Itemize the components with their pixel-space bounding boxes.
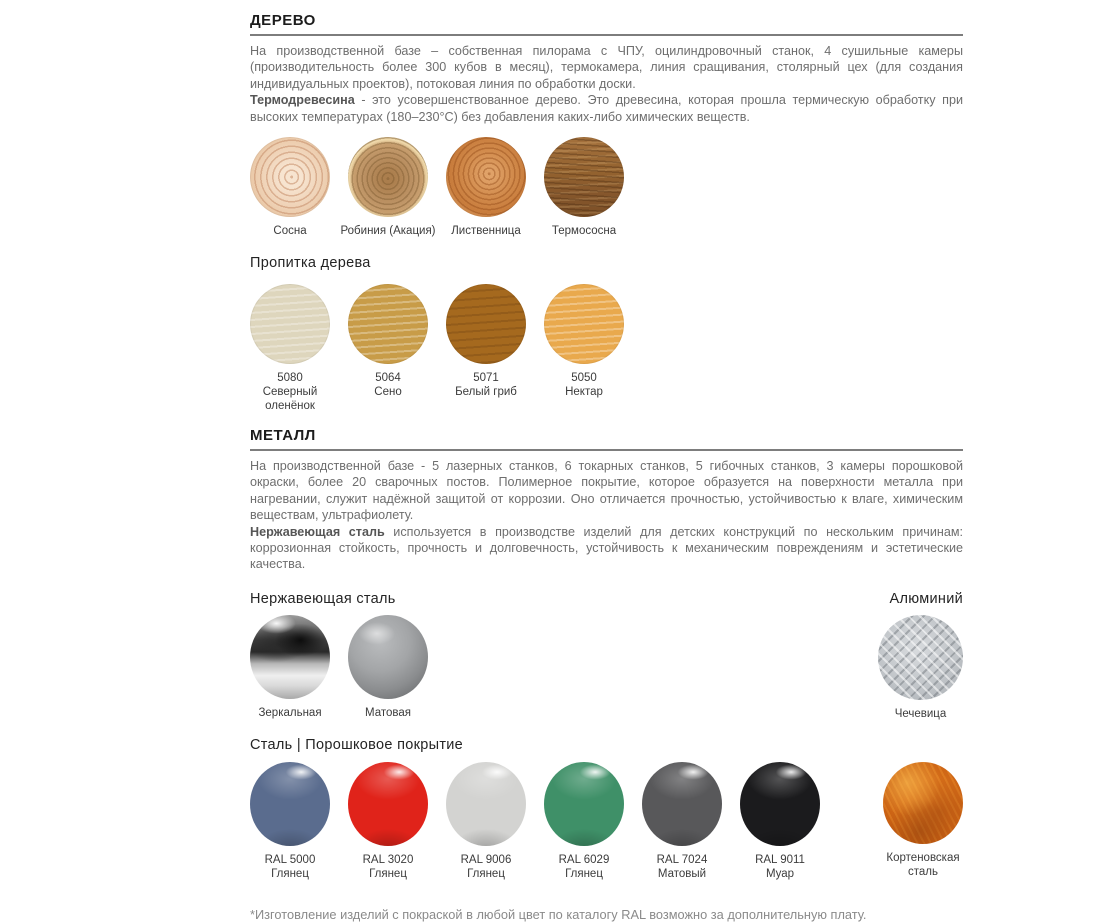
- wood-intro-text: На производственной базе – собственная пилорама с ЧПУ, оцилиндровочный станок, 4 сушильные камеры (производительность более 300 кубов в месяц), термокамера, линия сращивания, столярный цех (для создания индивидуальных проектов), потоковая линия по обработки доски.: [250, 44, 963, 91]
- wood-section-title: ДЕРЕВО: [250, 12, 316, 29]
- powder-swatch-ral7024: [642, 762, 722, 881]
- stainless-aluminum-header: [250, 591, 963, 608]
- powder-swatch-ral5000: [250, 762, 330, 881]
- impregnation-swatch-5080: [250, 284, 330, 413]
- swatch-label: [755, 853, 805, 881]
- impregnation-name: Северный оленёнок: [262, 386, 318, 413]
- swatch-label: Зеркальная: [258, 706, 322, 719]
- impregnation-name: Белый гриб: [455, 386, 517, 399]
- matte-steel-ball-image: [348, 615, 428, 699]
- ral-code: RAL 9011: [755, 853, 805, 866]
- stainless-swatch-matte: [348, 615, 428, 720]
- impregnation-color-image: [250, 284, 330, 364]
- impregnation-swatch-5064: [348, 284, 428, 399]
- wood-intro-paragraph: [250, 43, 963, 125]
- ral-code: RAL 5000: [264, 853, 316, 866]
- swatch-label: [363, 853, 414, 881]
- swatch-label: Матовая: [365, 706, 411, 719]
- impregnation-title: Пропитка дерева: [250, 255, 371, 272]
- swatch-label: [461, 853, 512, 881]
- pine-slice-image: [250, 137, 330, 217]
- stainless-text: используется в производстве изделий для детских конструкций по нескольким причинам: коррозионная стойкость, прочность и долговечность, устойчивость к механическим повреждениям и эстетические качества.: [250, 524, 963, 572]
- powder-swatch-ral6029: [544, 762, 624, 881]
- impregnation-swatch-5050: [544, 284, 624, 399]
- powder-ball-image: [740, 762, 820, 846]
- swatch-label: Сосна: [273, 225, 307, 238]
- powder-coating-row: [250, 762, 963, 881]
- swatch-label: Робиния (Акация): [340, 225, 436, 238]
- metal-intro-text: На производственной базе - 5 лазерных станков, 6 токарных станков, 5 гибочных станков, 3 камеры порошковой окраски, более 20 сварочных постов. Полимерное покрытие, которое образуется на поверхности металла при нагревании, служит надёжной защитой от коррозии. Оно отличается прочностью, устойчивостью к влаге, химическим веществам, ультрафиолету.: [250, 459, 963, 523]
- wood-swatch-robinia: [340, 137, 436, 238]
- impregnation-color-image: [348, 284, 428, 364]
- ral-code: RAL 6029: [558, 853, 610, 866]
- powder-ball-image: [544, 762, 624, 846]
- swatch-label: Чечевица: [894, 707, 947, 720]
- wood-swatch-larch: [446, 137, 526, 238]
- powder-ball-image: [250, 762, 330, 846]
- stainless-lead: Нержавеющая сталь: [250, 524, 385, 539]
- impregnation-swatch-5071: [446, 284, 526, 399]
- ral-finish: Глянец: [565, 867, 603, 880]
- wood-section-divider: [250, 34, 963, 36]
- impregnation-code: 5071: [473, 372, 499, 385]
- corten-steel-image: [883, 762, 963, 844]
- stainless-title: Нержавеющая сталь: [250, 590, 396, 607]
- wood-swatch-thermopine: [544, 137, 624, 238]
- diamond-plate-image: [878, 615, 963, 700]
- aluminum-swatch-lentil: [878, 615, 963, 721]
- ral-code: RAL 3020: [362, 853, 414, 866]
- metal-section-title: МЕТАЛЛ: [250, 427, 316, 445]
- impregnation-code: 5050: [571, 372, 597, 385]
- impregnation-name: Нектар: [565, 386, 603, 399]
- swatch-label: Термососна: [551, 225, 617, 238]
- powder-swatch-ral9011: [740, 762, 820, 881]
- impregnation-row: [250, 284, 963, 413]
- metal-section-divider: [250, 449, 963, 451]
- impregnation-color-image: [446, 284, 526, 364]
- aluminum-title: Алюминий: [889, 590, 963, 607]
- ral-finish: Глянец: [369, 867, 407, 880]
- impregnation-name: Сено: [374, 386, 402, 399]
- ral-finish: Матовый: [657, 867, 707, 880]
- thermopine-image: [544, 137, 624, 217]
- swatch-label: [657, 853, 708, 881]
- powder-swatch-ral3020: [348, 762, 428, 881]
- impregnation-code: 5064: [375, 372, 401, 385]
- wood-swatch-pine: [250, 137, 330, 238]
- ral-finish: Муар: [765, 867, 795, 880]
- impregnation-color-image: [544, 284, 624, 364]
- thermowood-text: - это усовершенствованное дерево. Это древесина, которая прошла термическую обработку при высоких температурах (180–230°С) без добавления каких-либо химических веществ.: [250, 93, 963, 124]
- corten-steel-swatch: [883, 762, 963, 879]
- ral-finish: Глянец: [271, 867, 309, 880]
- ral-footnote: *Изготовление изделий с покраской в любой цвет по каталогу RAL возможно за дополнительную плату.: [250, 906, 867, 922]
- powder-coating-title: Сталь | Порошковое покрытие: [250, 736, 464, 753]
- powder-swatch-ral9006: [446, 762, 526, 881]
- larch-slice-image: [446, 137, 526, 217]
- stainless-row: [250, 615, 963, 721]
- impregnation-code: 5080: [277, 372, 303, 385]
- swatch-label: Лиственница: [451, 225, 521, 238]
- swatch-label: Кортеновская сталь: [886, 851, 960, 878]
- powder-ball-image: [348, 762, 428, 846]
- stainless-swatch-mirror: [250, 615, 330, 720]
- ral-finish: Глянец: [467, 867, 505, 880]
- ral-code: RAL 9006: [460, 853, 512, 866]
- swatch-label: [374, 371, 401, 399]
- swatch-label: [250, 371, 330, 413]
- thermowood-lead: Термодревесина: [250, 93, 355, 108]
- metal-intro-paragraph: [250, 458, 963, 573]
- wood-species-row: [250, 137, 963, 238]
- powder-ball-image: [642, 762, 722, 846]
- swatch-label: [455, 371, 517, 399]
- mirror-steel-ball-image: [250, 615, 330, 699]
- swatch-label: [559, 853, 610, 881]
- ral-code: RAL 7024: [656, 853, 708, 866]
- swatch-label: [265, 853, 316, 881]
- page-content: [250, 12, 963, 923]
- powder-ball-image: [446, 762, 526, 846]
- swatch-label: [565, 371, 603, 399]
- robinia-slice-image: [348, 137, 428, 217]
